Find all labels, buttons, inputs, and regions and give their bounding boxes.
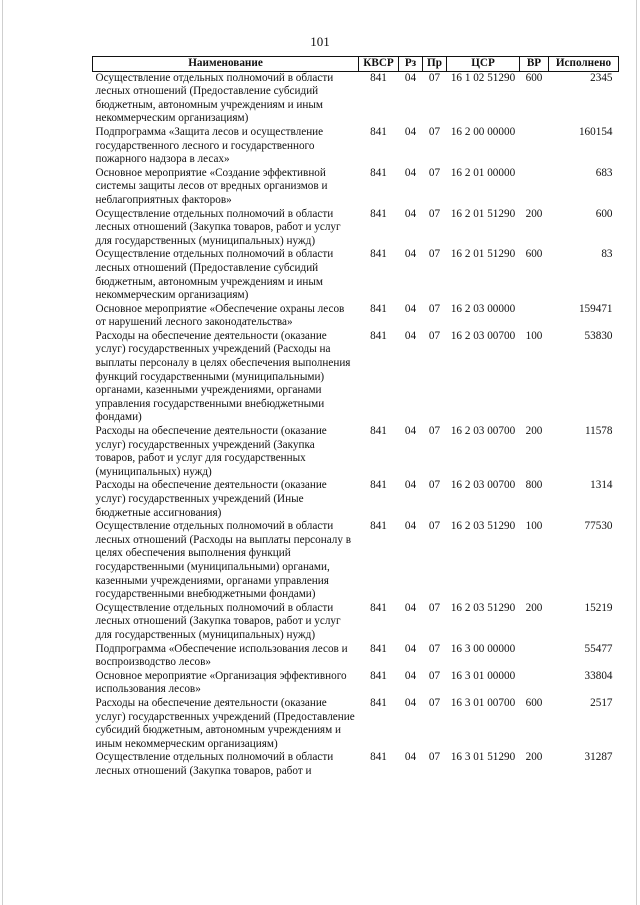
- cell-rz: 04: [404, 302, 417, 315]
- cell-kvsr: 841: [370, 696, 387, 709]
- cell-csr: 16 2 03 00700: [450, 329, 516, 342]
- table-row: [93, 303, 619, 330]
- cell-isp: 33804: [584, 669, 613, 682]
- cell-pr: 07: [428, 71, 441, 84]
- cell-kvsr: 841: [370, 751, 387, 764]
- cell-rz: 04: [404, 166, 417, 179]
- cell-vr: [520, 126, 549, 167]
- cell-name: Основное мероприятие «Обеспечение охраны лесов от нарушений лесного законодательства»: [95, 302, 345, 329]
- cell-name: Подпрограмма «Защита лесов и осуществление государственного лесного и государственного пожарного надзора в лесах»: [95, 125, 324, 166]
- cell-pr: 07: [428, 479, 441, 492]
- cell-isp: 600: [595, 207, 613, 220]
- cell-rz: 04: [404, 520, 417, 533]
- cell-csr: 16 3 01 51290: [450, 751, 516, 764]
- cell-csr: 16 2 01 00000: [450, 166, 516, 179]
- cell-kvsr: 841: [370, 479, 387, 492]
- cell-rz: 04: [404, 425, 417, 438]
- cell-rz: 04: [404, 751, 417, 764]
- cell-isp: 1314: [590, 479, 613, 492]
- cell-isp: 83: [601, 248, 613, 261]
- cell-kvsr: 841: [370, 207, 387, 220]
- cell-rz: 04: [404, 669, 417, 682]
- cell-csr: 16 2 03 51290: [450, 520, 516, 533]
- table-row: [93, 643, 619, 670]
- table-row: [93, 126, 619, 167]
- cell-kvsr: 841: [370, 166, 387, 179]
- cell-vr: [520, 643, 549, 670]
- cell-vr: 200: [525, 207, 543, 220]
- cell-isp: 160154: [578, 125, 613, 138]
- cell-vr: 200: [525, 751, 543, 764]
- cell-name: Подпрограмма «Обеспечение использования лесов и воспроизводство лесов»: [95, 642, 348, 669]
- cell-vr: 600: [525, 696, 543, 709]
- cell-kvsr: 841: [370, 302, 387, 315]
- cell-isp: 2517: [590, 696, 613, 709]
- table-row: [93, 697, 619, 751]
- cell-vr: 200: [525, 425, 543, 438]
- table-row: [93, 330, 619, 425]
- table-row: [93, 479, 619, 520]
- cell-pr: 07: [428, 696, 441, 709]
- header-isp: Исполнено: [549, 57, 619, 72]
- header-kvsr: КВСР: [359, 57, 399, 72]
- cell-kvsr: 841: [370, 425, 387, 438]
- cell-rz: 04: [404, 125, 417, 138]
- table-row: [93, 167, 619, 208]
- cell-rz: 04: [404, 207, 417, 220]
- cell-pr: 07: [428, 166, 441, 179]
- cell-name: Осуществление отдельных полномочий в области лесных отношений (Расходы на выплаты персоналу в целях обеспечения выполнения функций государственными (муниципальными) органами, казенными учреждениями, органами управления государственными внебюджетными фондами): [95, 520, 352, 601]
- cell-vr: [520, 303, 549, 330]
- cell-pr: 07: [428, 207, 441, 220]
- header-vr: ВР: [520, 57, 549, 72]
- cell-name: Основное мероприятие «Создание эффективной системы защиты лесов от вредных организмов и неблагоприятных факторов»: [95, 166, 328, 206]
- cell-csr: 16 2 03 00700: [450, 479, 516, 492]
- cell-vr: 100: [525, 329, 543, 342]
- header-csr: ЦСР: [447, 57, 520, 72]
- cell-kvsr: 841: [370, 125, 387, 138]
- table-row: [93, 602, 619, 643]
- cell-csr: 16 2 01 51290: [450, 248, 516, 261]
- header-pr: Пр: [423, 57, 447, 72]
- cell-name: Расходы на обеспечение деятельности (оказание услуг) государственных учреждений (Закупка товаров, работ и услуг для государственных (муниципальных) нужд): [95, 425, 327, 478]
- cell-pr: 07: [428, 751, 441, 764]
- cell-name: Осуществление отдельных полномочий в области лесных отношений (Предоставление субсидий бюджетным, автономным учреждениям и иным некоммерческим организациям): [95, 248, 334, 302]
- table-body: [93, 71, 619, 778]
- cell-rz: 04: [404, 71, 417, 84]
- scan-edge-right: [636, 0, 637, 905]
- cell-csr: 16 2 03 00700: [450, 425, 516, 438]
- cell-kvsr: 841: [370, 329, 387, 342]
- cell-vr: 600: [525, 248, 543, 261]
- cell-isp: 31287: [584, 751, 613, 764]
- cell-isp: 159471: [578, 302, 613, 315]
- cell-csr: 16 2 03 51290: [450, 601, 516, 614]
- cell-name: Основное мероприятие «Организация эффективного использования лесов»: [95, 669, 347, 696]
- cell-pr: 07: [428, 125, 441, 138]
- scan-edge-left: [2, 0, 3, 905]
- cell-kvsr: 841: [370, 248, 387, 261]
- cell-csr: 16 3 00 00000: [450, 642, 516, 655]
- header-name: Наименование: [93, 57, 359, 72]
- cell-vr: 800: [525, 479, 543, 492]
- cell-pr: 07: [428, 601, 441, 614]
- cell-kvsr: 841: [370, 642, 387, 655]
- cell-isp: 2345: [590, 71, 613, 84]
- cell-vr: 200: [525, 601, 543, 614]
- cell-isp: 53830: [584, 329, 613, 342]
- cell-rz: 04: [404, 479, 417, 492]
- cell-vr: 600: [525, 71, 543, 84]
- cell-kvsr: 841: [370, 601, 387, 614]
- budget-table: [92, 56, 619, 778]
- cell-pr: 07: [428, 520, 441, 533]
- cell-name: Осуществление отдельных полномочий в области лесных отношений (Предоставление субсидий бюджетным, автономным учреждениям и иным некоммерческим организациям): [95, 71, 334, 125]
- cell-csr: 16 3 01 00000: [450, 669, 516, 682]
- cell-rz: 04: [404, 642, 417, 655]
- table-row: [93, 670, 619, 697]
- cell-pr: 07: [428, 669, 441, 682]
- cell-csr: 16 2 01 51290: [450, 207, 516, 220]
- cell-csr: 16 2 00 00000: [450, 125, 516, 138]
- cell-rz: 04: [404, 601, 417, 614]
- cell-rz: 04: [404, 329, 417, 342]
- cell-pr: 07: [428, 425, 441, 438]
- table-row: [93, 208, 619, 249]
- cell-vr: [520, 167, 549, 208]
- cell-kvsr: 841: [370, 520, 387, 533]
- header-rz: Рз: [399, 57, 423, 72]
- table-row: [93, 425, 619, 479]
- cell-isp: 55477: [584, 642, 613, 655]
- cell-isp: 15219: [584, 601, 613, 614]
- cell-kvsr: 841: [370, 71, 387, 84]
- cell-kvsr: 841: [370, 669, 387, 682]
- table-row: [93, 71, 619, 126]
- table-row: [93, 751, 619, 778]
- cell-pr: 07: [428, 329, 441, 342]
- cell-name: Осуществление отдельных полномочий в области лесных отношений (Закупка товаров, работ и: [95, 751, 334, 777]
- cell-name: Расходы на обеспечение деятельности (оказание услуг) государственных учреждений (Расходы на выплаты персоналу в целях обеспечения выполнения функций государственными (муниципальными) органами, казенными учреждениями, органами управления государственными внебюджетными фондами): [95, 329, 351, 424]
- cell-name: Расходы на обеспечение деятельности (оказание услуг) государственных учреждений (Предоставление субсидий бюджетным, автономным учреждениям и иным некоммерческим организациям): [95, 696, 355, 750]
- cell-csr: 16 1 02 51290: [450, 71, 516, 84]
- cell-isp: 683: [595, 166, 613, 179]
- cell-pr: 07: [428, 642, 441, 655]
- cell-csr: 16 2 03 00000: [450, 302, 516, 315]
- table-row: [93, 520, 619, 602]
- cell-name: Расходы на обеспечение деятельности (оказание услуг) государственных учреждений (Иные бюджетные ассигнования): [95, 479, 327, 519]
- cell-csr: 16 3 01 00700: [450, 696, 516, 709]
- cell-rz: 04: [404, 696, 417, 709]
- cell-name: Осуществление отдельных полномочий в области лесных отношений (Закупка товаров, работ и услуг для государственных (муниципальных) нужд): [95, 601, 341, 641]
- table-header-row: [93, 57, 619, 72]
- cell-vr: 100: [525, 520, 543, 533]
- cell-rz: 04: [404, 248, 417, 261]
- page-number: 101: [310, 34, 330, 49]
- cell-isp: 11578: [584, 425, 613, 438]
- cell-pr: 07: [428, 302, 441, 315]
- cell-pr: 07: [428, 248, 441, 261]
- cell-isp: 77530: [584, 520, 613, 533]
- table-row: [93, 248, 619, 302]
- cell-name: Осуществление отдельных полномочий в области лесных отношений (Закупка товаров, работ и услуг для государственных (муниципальных) нужд): [95, 207, 341, 247]
- cell-vr: [520, 670, 549, 697]
